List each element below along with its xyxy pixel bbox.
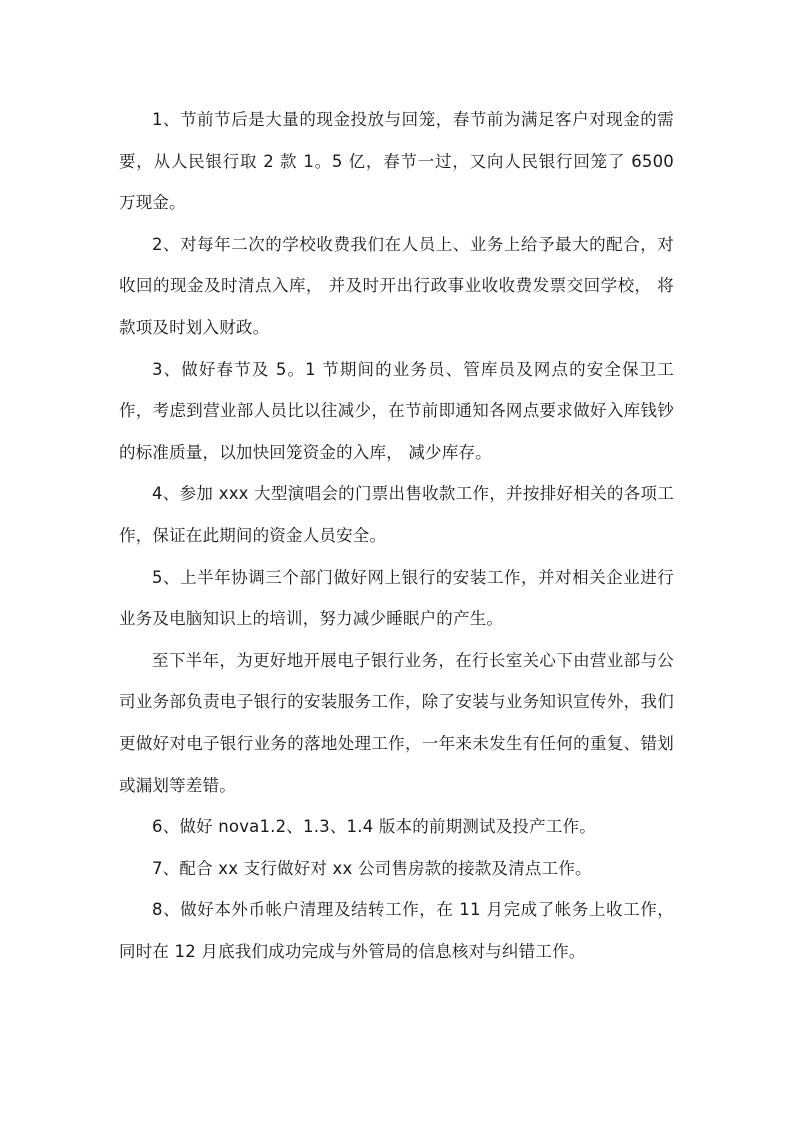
paragraph-2: 2、对每年二次的学校收费我们在人员上、业务上给予最大的配合，对收回的现金及时清点入库， 并及时开出行政事业收收费发票交回学校， 将款项及时划入财政。 <box>119 234 674 337</box>
paragraph-6: 至下半年，为更好地开展电子银行业务，在行长室关心下由营业部与公司业务部负责电子银行的安装服务工作，除了安装与业务知识宣传外，我们更做好对电子银行业务的落地处理工作，一年来未发生有任何的重复、错划或漏划等差错。 <box>119 650 674 795</box>
paragraph-7: 6、做好 nova1.2、1.3、1.4 版本的前期测试及投产工作。 <box>152 817 596 837</box>
document-body <box>119 99 674 972</box>
paragraph-3: 3、做好春节及 5。1 节期间的业务员、管库员及网点的安全保卫工作，考虑到营业部人员比以往减少，在节前即通知各网点要求做好入库钱钞的标准质量，以加快回笼资金的入库， 减少库存。 <box>119 359 674 462</box>
paragraph-9: 8、做好本外币帐户清理及结转工作，在 11 月完成了帐务上收工作，同时在 12 月底我们成功完成与外管局的信息核对与纠错工作。 <box>119 900 674 961</box>
paragraph-5: 5、上半年协调三个部门做好网上银行的安装工作，并对相关企业进行业务及电脑知识上的培训，努力减少睡眠户的产生。 <box>119 567 674 629</box>
paragraph-8: 7、配合 xx 支行做好对 xx 公司售房款的接款及清点工作。 <box>152 858 592 878</box>
paragraph-1: 1、节前节后是大量的现金投放与回笼，春节前为满足客户对现金的需要，从人民银行取 2 款 1。5 亿，春节一过，又向人民银行回笼了 6500 万现金。 <box>119 110 674 213</box>
paragraph-4: 4、参加 xxx 大型演唱会的门票出售收款工作，并按排好相关的各项工作，保证在此期间的资金人员安全。 <box>119 484 674 545</box>
